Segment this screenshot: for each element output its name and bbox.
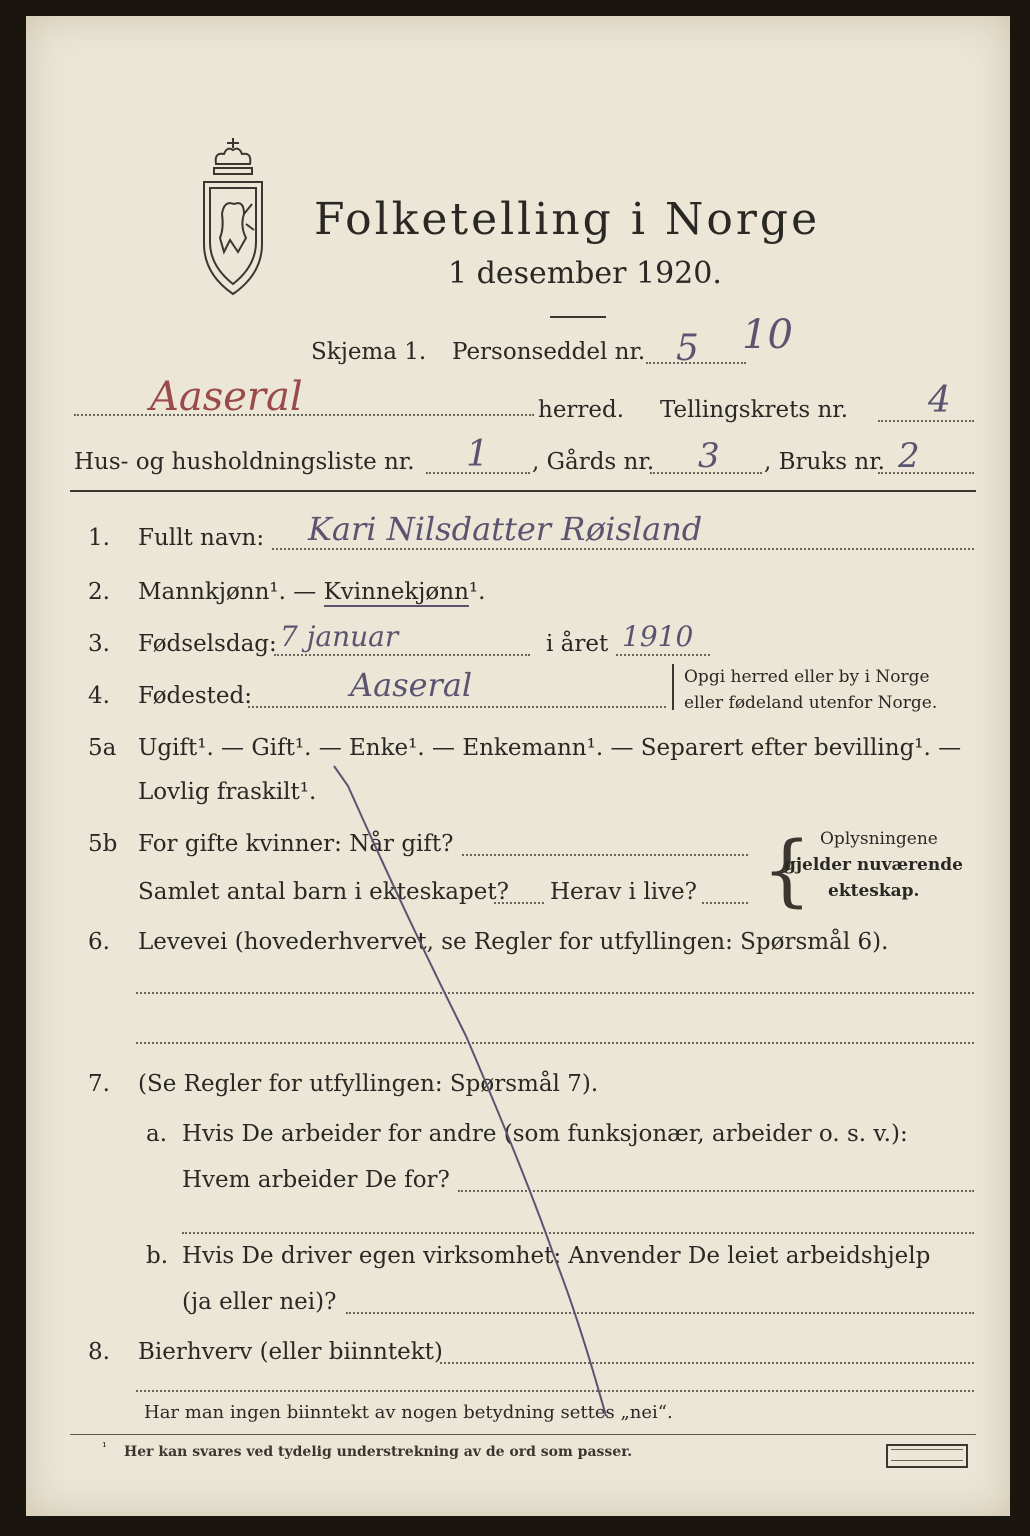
q6-number: 6. xyxy=(88,929,110,955)
q5a-line2: Lovlig fraskilt¹. xyxy=(138,779,317,805)
footnote-text: Her kan svares ved tydelig understrekning av de ord som passer. xyxy=(124,1444,633,1460)
q3-label: Fødselsdag: xyxy=(138,631,277,657)
skjema-label: Skjema 1. xyxy=(311,339,427,365)
gards-value: 3 xyxy=(698,436,720,476)
q5b-number: 5b xyxy=(88,831,118,857)
tellingskrets-value: 4 xyxy=(928,380,951,421)
q3-number: 3. xyxy=(88,631,110,657)
q3-year-value: 1910 xyxy=(622,620,694,653)
q3-year-label: i året xyxy=(546,631,609,657)
q5b-note-brace: { xyxy=(762,826,812,916)
q7-number: 7. xyxy=(88,1071,110,1097)
q2-selected-option: Kvinnekjønn xyxy=(323,579,469,605)
q8-label: Bierhverv (eller biinntekt) xyxy=(138,1339,443,1365)
hus-label: Hus- og husholdningsliste nr. xyxy=(74,449,415,475)
form-date: 1 desember 1920. xyxy=(448,256,722,291)
q5a-number: 5a xyxy=(88,735,117,761)
q7a-line1: Hvis De arbeider for andre (som funksjonær, arbeider o. s. v.): xyxy=(182,1121,908,1147)
q1-value: Kari Nilsdatter Røisland xyxy=(308,510,703,548)
form-title: Folketelling i Norge xyxy=(314,194,821,245)
q2-label: Mannkjønn¹. — Kvinnekjønn¹. xyxy=(138,579,486,605)
q8-number: 8. xyxy=(88,1339,110,1365)
q6-label: Levevei (hovederhvervet, se Regler for utfyllingen: Spørsmål 6). xyxy=(138,929,889,955)
footnote-mark: ¹ xyxy=(102,1440,107,1454)
q4-label: Fødested: xyxy=(138,683,253,709)
q5b-note-line2: gjelder nuværende xyxy=(784,855,963,875)
q5b-note-line3: ekteskap. xyxy=(828,881,920,901)
q7a-number: a. xyxy=(146,1121,168,1147)
herred-value: Aaseral xyxy=(150,374,303,420)
q7b-number: b. xyxy=(146,1243,169,1269)
pencil-strike-mark xyxy=(26,16,1010,1516)
q5b-line2b: Herav i live? xyxy=(550,879,697,905)
q8-note: Har man ingen biinntekt av nogen betydning settes „nei“. xyxy=(144,1402,673,1423)
q4-note-line1: Opgi herred eller by i Norge xyxy=(684,667,930,687)
q7b-line2: (ja eller nei)? xyxy=(182,1289,337,1315)
herred-label: herred. xyxy=(538,397,625,423)
q7-label: (Se Regler for utfyllingen: Spørsmål 7). xyxy=(138,1071,599,1097)
personseddel-value: 5 xyxy=(676,328,699,369)
q5a-line1: Ugift¹. — Gift¹. — Enke¹. — Enkemann¹. — Separert efter bevilling¹. — xyxy=(138,735,962,761)
q7b-line1: Hvis De driver egen virksomhet: Anvender De leiet arbeidshjelp xyxy=(182,1243,931,1269)
hus-value: 1 xyxy=(466,434,489,475)
q5b-note-line1: Oplysningene xyxy=(820,829,938,849)
q4-number: 4. xyxy=(88,683,110,709)
q7a-line2: Hvem arbeider De for? xyxy=(182,1167,450,1193)
q2-number: 2. xyxy=(88,579,110,605)
bruks-label: , Bruks nr. xyxy=(764,449,885,475)
tellingskrets-label: Tellingskrets nr. xyxy=(660,397,849,423)
q3-value: 7 januar xyxy=(280,620,399,653)
personseddel-label: Personseddel nr. xyxy=(452,339,646,365)
q1-number: 1. xyxy=(88,525,110,551)
census-form-page xyxy=(26,16,1010,1516)
q4-value: Aaseral xyxy=(350,666,473,704)
gards-label: , Gårds nr. xyxy=(532,449,655,475)
q1-label: Fullt navn: xyxy=(138,525,265,551)
q5b-line1: For gifte kvinner: Når gift? xyxy=(138,831,454,857)
q4-note-line2: eller fødeland utenfor Norge. xyxy=(684,693,938,713)
bruks-value: 2 xyxy=(898,436,920,476)
personseddel-value-2: 10 xyxy=(742,312,793,358)
q5b-line2: Samlet antal barn i ekteskapet? xyxy=(138,879,509,905)
